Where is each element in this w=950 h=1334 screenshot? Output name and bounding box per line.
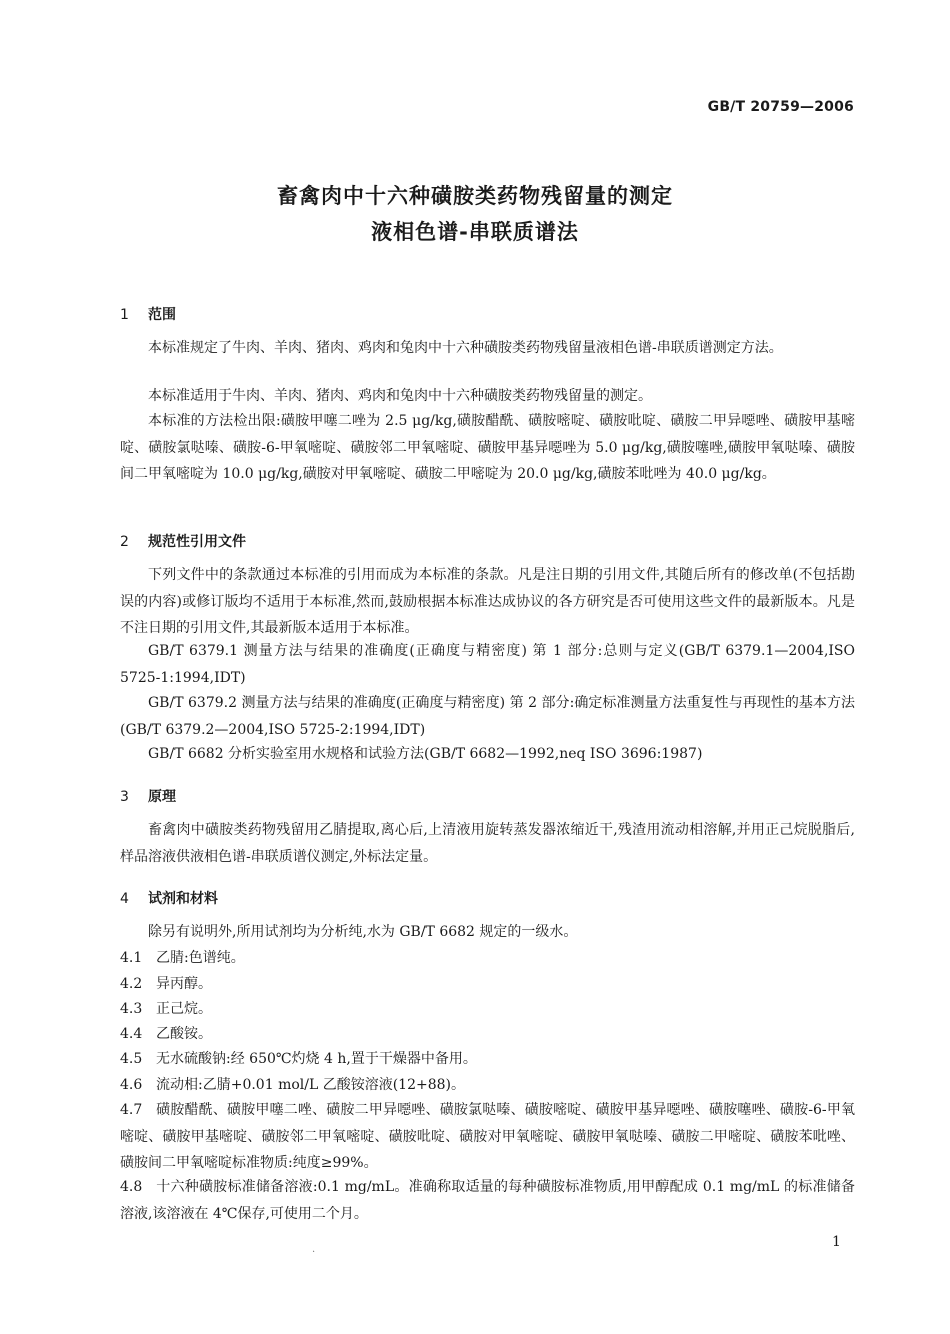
paragraph: 除另有说明外,所用试剂均为分析纯,水为 GB/T 6682 规定的一级水。 — [148, 924, 578, 940]
paragraph: 本标准规定了牛肉、羊肉、猪肉、鸡肉和兔肉中十六种磺胺类药物残留量液相色谱-串联质谱测定方法。 — [148, 340, 783, 356]
section-number: 3 — [120, 789, 129, 805]
section-title: 试剂和材料 — [148, 891, 218, 907]
paragraph: 下列文件中的条款通过本标准的引用而成为本标准的条款。凡是注日期的引用文件,其随后所有的修改单(不包括勘误的内容)或修订版均不适用于本标准,然而,鼓励根据本标准达成协议的各方研究是否可使用这些文件的最新版本。凡是不注日期的引用文件,其最新版本适用于本标准。 — [120, 567, 855, 636]
list-item — [120, 996, 855, 1023]
section-title: 范围 — [148, 307, 176, 323]
document-title-line-2: 液相色谱-串联质谱法 — [371, 220, 579, 244]
section-heading-normative-references — [120, 531, 246, 551]
section-title: 规范性引用文件 — [148, 534, 246, 550]
item-text: 异丙醇。 — [156, 976, 212, 992]
section-title: 原理 — [148, 789, 176, 805]
section-number: 2 — [120, 534, 129, 550]
list-item — [120, 1021, 855, 1048]
item-number: 4.2 — [120, 976, 143, 992]
item-number: 4.8 — [120, 1179, 143, 1195]
item-text: 正己烷。 — [156, 1001, 212, 1017]
item-number: 4.1 — [120, 950, 143, 966]
item-text: 磺胺醋酰、磺胺甲噻二唑、磺胺二甲异噁唑、磺胺氯哒嗪、磺胺嘧啶、磺胺甲基异噁唑、磺胺噻唑、磺胺-6-甲氧嘧啶、磺胺甲基嘧啶、磺胺邻二甲氧嘧啶、磺胺吡啶、磺胺对甲氧嘧啶、磺胺甲氧哒嗪、磺胺二甲嘧啶、磺胺苯吡唑、磺胺间二甲氧嘧啶标准物质:纯度≥99%。 — [120, 1102, 855, 1171]
item-number: 4.3 — [120, 1001, 143, 1017]
list-item — [120, 1097, 855, 1177]
reference-entry: GB/T 6379.1 测量方法与结果的准确度(正确度与精密度) 第 1 部分:总则与定义(GB/T 6379.1—2004,ISO 5725-1:1994,IDT) — [120, 643, 855, 686]
page-number: 1 — [832, 1234, 841, 1250]
item-number: 4.7 — [120, 1102, 143, 1118]
section-heading-reagents — [120, 888, 218, 908]
item-text: 乙酸铵。 — [156, 1026, 212, 1042]
item-number: 4.6 — [120, 1077, 143, 1093]
reference-entry: GB/T 6379.2 测量方法与结果的准确度(正确度与精密度) 第 2 部分:确定标准测量方法重复性与再现性的基本方法(GB/T 6379.2—2004,ISO 5725-2:1994,IDT) — [120, 695, 855, 738]
section-number: 4 — [120, 891, 129, 907]
item-text: 无水硫酸钠:经 650℃灼烧 4 h,置于干燥器中备用。 — [156, 1051, 477, 1067]
paragraph: 本标准适用于牛肉、羊肉、猪肉、鸡肉和兔肉中十六种磺胺类药物残留量的测定。 — [148, 388, 652, 404]
item-number: 4.5 — [120, 1051, 143, 1067]
item-text: 十六种磺胺标准储备溶液:0.1 mg/mL。准确称取适量的每种磺胺标准物质,用甲醇配成 0.1 mg/mL 的标准储备溶液,该溶液在 4℃保存,可使用二个月。 — [120, 1179, 855, 1222]
document-title-line-1: 畜禽肉中十六种磺胺类药物残留量的测定 — [277, 184, 673, 208]
list-item — [120, 945, 855, 972]
item-text: 乙腈:色谱纯。 — [156, 950, 245, 966]
scan-mark: . — [312, 1244, 316, 1255]
standard-code: GB/T 20759—2006 — [707, 99, 854, 115]
list-item — [120, 971, 855, 998]
section-heading-principle — [120, 786, 176, 806]
paragraph: 本标准的方法检出限:磺胺甲噻二唑为 2.5 μg/kg,磺胺醋酰、磺胺嘧啶、磺胺吡啶、磺胺二甲异噁唑、磺胺甲基嘧啶、磺胺氯哒嗪、磺胺-6-甲氧嘧啶、磺胺邻二甲氧嘧啶、磺胺甲基异噁唑为 5.0 μg/kg,磺胺噻唑,磺胺甲氧哒嗪、磺胺间二甲氧嘧啶为 10.0 μg/kg,磺胺对甲氧嘧啶、磺胺二甲嘧啶为 20.0 μg/kg,磺胺苯吡唑为 40.0 μg/kg。 — [120, 413, 855, 482]
item-number: 4.4 — [120, 1026, 143, 1042]
list-item — [120, 1072, 855, 1099]
list-item — [120, 1046, 855, 1073]
item-text: 流动相:乙腈+0.01 mol/L 乙酸铵溶液(12+88)。 — [156, 1077, 465, 1093]
section-heading-scope — [120, 304, 176, 324]
section-number: 1 — [120, 307, 129, 323]
reference-entry: GB/T 6682 分析实验室用水规格和试验方法(GB/T 6682—1992,neq ISO 3696:1987) — [148, 746, 703, 762]
paragraph: 畜禽肉中磺胺类药物残留用乙腈提取,离心后,上清液用旋转蒸发器浓缩近干,残渣用流动相溶解,并用正己烷脱脂后,样品溶液供液相色谱-串联质谱仪测定,外标法定量。 — [120, 822, 855, 865]
list-item — [120, 1174, 855, 1227]
